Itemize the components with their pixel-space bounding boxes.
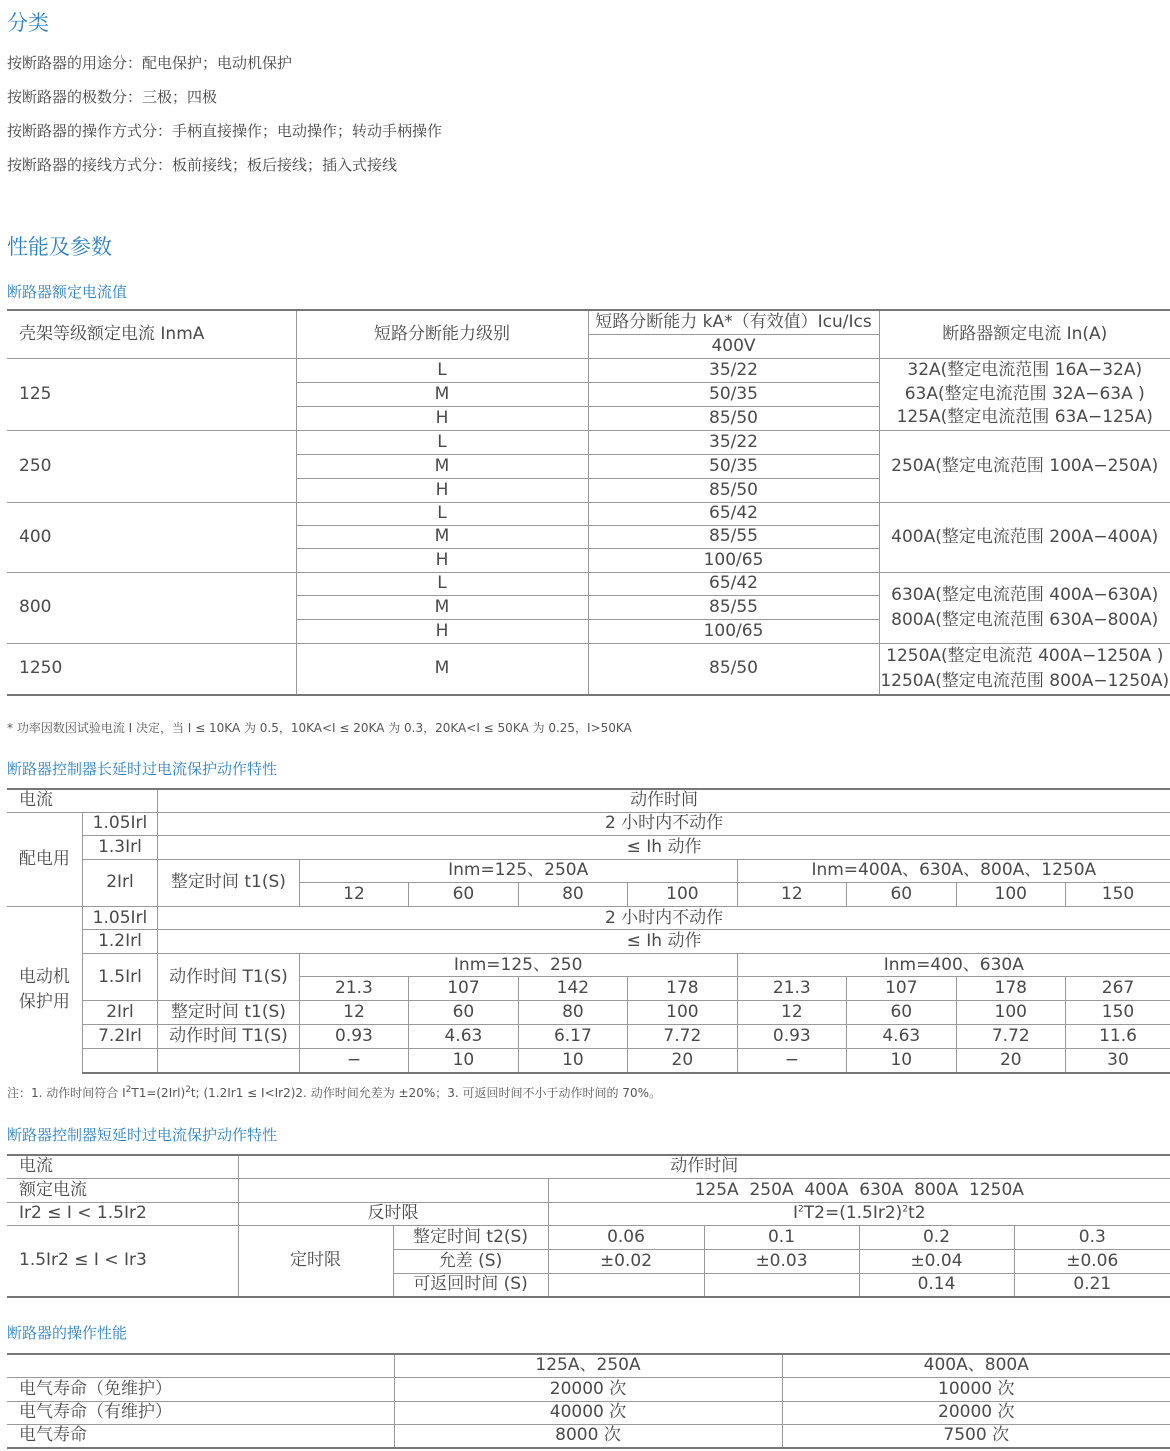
value-cell: 0.93: [737, 1025, 846, 1049]
inverse-formula: [548, 1202, 1170, 1225]
value-cell: 178: [956, 977, 1065, 1001]
value-cell: 12: [299, 882, 408, 906]
note-text: t; (1.2Ir1 ≤ I<Ir2)2. 动作时间允差为 ±20%；3. 可返回时间不小于动作时间的 70%。: [190, 1086, 661, 1100]
row-label: 电气寿命（有维护）: [7, 1401, 394, 1424]
capacity-cell: 85/50: [588, 406, 879, 430]
motor-label-line: 保护用: [18, 991, 70, 1012]
value-cell: 11.6: [1066, 1025, 1170, 1049]
value-cell: 80: [518, 882, 627, 906]
header-frame: 壳架等级额定电流 InmA: [7, 310, 296, 358]
empty-cell: [238, 1178, 548, 1202]
value-cell: 7.72: [956, 1025, 1065, 1049]
long-delay-table: [7, 788, 1170, 1074]
rated-cell: 1250A(整定电流范 400A−1250A ): [886, 645, 1164, 666]
rated-values: 125A 250A 400A 630A 800A 1250A: [548, 1178, 1170, 1202]
value-cell: 0.21: [1014, 1273, 1170, 1297]
value-cell: 60: [847, 1001, 956, 1025]
capacity-cell: 85/50: [588, 643, 879, 695]
rated-cell: 125A(整定电流范围 63A−125A): [896, 407, 1153, 428]
time-cell: ≤ Ih 动作: [158, 930, 1170, 954]
group-header: Inm=125、250A: [299, 859, 737, 882]
formula-sup: 2: [798, 1204, 804, 1215]
level-cell: H: [296, 478, 588, 502]
value-cell: 150: [1101, 883, 1135, 904]
value-cell: 107: [409, 977, 518, 1001]
current-cell: 1.2Irl: [82, 930, 157, 954]
capacity-cell: 65/42: [588, 502, 879, 525]
rated-current-table: [7, 309, 1170, 696]
current-cell: 2Irl: [82, 1001, 157, 1025]
value-cell: 10: [847, 1049, 956, 1073]
return-time-label: 可返回时间 (S): [393, 1273, 548, 1297]
capacity-cell: 35/22: [588, 358, 879, 382]
value-cell: 4.63: [847, 1025, 956, 1049]
value-cell: 20: [628, 1049, 737, 1073]
frame-cell: 250: [7, 430, 296, 502]
level-cell: L: [296, 502, 588, 525]
rated-footnote: * 功率因数因试验电流 I 决定，当 I ≤ 10KA 为 0.5，10KA<I ≤ 20KA 为 0.3，20KA<I ≤ 50KA 为 0.25，I>50KA: [7, 721, 632, 735]
inverse-range: Ir2 ≤ I < 1.5Ir2: [7, 1202, 238, 1225]
empty-cell: [82, 1049, 157, 1073]
action-time-label: 动作时间 T1(S): [158, 1025, 300, 1049]
empty-cell: [158, 1049, 300, 1073]
setting-time-label: 整定时间 t1(S): [158, 859, 300, 906]
value-cell: −: [737, 1049, 846, 1073]
rated-cell: 250A(整定电流范围 100A−250A): [879, 430, 1170, 502]
value-cell: 100: [628, 882, 737, 906]
value-cell: ±0.06: [1014, 1249, 1170, 1273]
value-cell: 12: [737, 1001, 846, 1025]
set-time-label: 整定时间 t2(S): [393, 1225, 548, 1249]
level-cell: L: [296, 430, 588, 454]
classification-line: 按断路器的操作方式分：手柄直接操作；电动操作；转动手柄操作: [7, 122, 443, 140]
level-cell: H: [296, 548, 588, 572]
value-cell: 107: [847, 977, 956, 1001]
rated-cell: 32A(整定电流范围 16A−32A): [879, 358, 1170, 382]
value-cell: 7500 次: [782, 1424, 1170, 1448]
level-cell: L: [296, 572, 588, 595]
motor-label: [7, 907, 82, 1073]
value-cell: 60: [409, 882, 518, 906]
value-cell: 100: [956, 1001, 1065, 1025]
rated-cell-pair: [879, 572, 1170, 643]
formula-text: I: [793, 1203, 799, 1223]
rated-current-label: 额定电流: [7, 1178, 238, 1202]
header-capacity: 短路分断能力 kA*（有效值）Icu/Ics: [588, 310, 879, 334]
value-cell: ±0.04: [859, 1249, 1014, 1273]
classification-line: 按断路器的接线方式分：板前接线；板后接线；插入式接线: [7, 156, 398, 174]
note-sup: 2: [125, 1085, 132, 1095]
rated-table-title: 断路器额定电流值: [7, 283, 128, 301]
current-cell: 1.05Irl: [82, 907, 157, 930]
current-cell: 1.5Irl: [82, 954, 157, 1001]
operation-table: [7, 1353, 1170, 1449]
value-cell: 0.14: [859, 1273, 1014, 1297]
short-table-title: 断路器控制器短延时过电流保护动作特性: [7, 1126, 278, 1144]
formula-text: t2: [908, 1203, 926, 1223]
time-cell: ≤ Ih 动作: [158, 835, 1170, 859]
capacity-cell: 85/55: [588, 595, 879, 619]
definite-range: 1.5Ir2 ≤ I < Ir3: [7, 1225, 238, 1297]
value-cell: 142: [518, 977, 627, 1001]
capacity-cell: 50/35: [588, 454, 879, 478]
level-cell: M: [296, 382, 588, 406]
header-rated: 断路器额定电流 In(A): [879, 310, 1170, 358]
setting-time-label: 整定时间 t1(S): [158, 1001, 300, 1025]
frame-cell: 400: [7, 502, 296, 572]
header-action-time: 动作时间: [238, 1155, 1170, 1178]
capacity-cell: 50/35: [588, 382, 879, 406]
action-time-label: 动作时间 T1(S): [158, 954, 300, 1001]
group-header: Inm=400A、630A、800A、1250A: [737, 859, 1170, 882]
note-text: T1=(2Irl): [131, 1086, 186, 1100]
rated-cell: 400A(整定电流范围 200A−400A): [879, 502, 1170, 572]
classification-line: 按断路器的用途分：配电保护；电动机保护: [7, 54, 293, 72]
value-cell: 12: [299, 1001, 408, 1025]
level-cell: M: [296, 525, 588, 548]
value-cell: 21.3: [299, 977, 408, 1001]
rated-cell: 1250A(整定电流范围 800A−1250A): [880, 670, 1170, 691]
inverse-label: 反时限: [238, 1202, 548, 1225]
value-cell: 0.06: [548, 1225, 704, 1249]
header-voltage: 400V: [588, 334, 879, 358]
rated-cell: 630A(整定电流范围 400A−630A): [891, 584, 1159, 605]
value-cell: 20000 次: [782, 1401, 1170, 1424]
value-cell: 10: [409, 1049, 518, 1073]
value-cell: 100: [628, 1001, 737, 1025]
classification-line: 按断路器的极数分：三极；四极: [7, 88, 218, 106]
note-text: 注：1. 动作时间符合 I: [7, 1086, 126, 1100]
group-header: Inm=125、250: [299, 954, 737, 977]
header-level: 短路分断能力级别: [296, 310, 588, 358]
rated-cell-pair: [879, 643, 1170, 695]
value-cell: 178: [628, 977, 737, 1001]
level-cell: M: [296, 595, 588, 619]
value-cell: ±0.02: [548, 1249, 704, 1273]
long-table-title: 断路器控制器长延时过电流保护动作特性: [7, 760, 278, 778]
capacity-cell: 35/22: [588, 430, 879, 454]
level-cell: H: [296, 619, 588, 643]
empty-cell: [7, 1354, 394, 1377]
capacity-cell: 65/42: [588, 572, 879, 595]
capacity-cell: 85/50: [588, 478, 879, 502]
capacity-cell: 100/65: [588, 619, 879, 643]
classification-title: 分类: [7, 11, 49, 35]
value-cell: 40000 次: [394, 1401, 782, 1424]
value-cell: 80: [518, 1001, 627, 1025]
formula-text: T2=(1.5Ir2): [803, 1203, 903, 1223]
capacity-cell: 100/65: [588, 548, 879, 572]
note-sup: 2: [185, 1085, 191, 1095]
value-cell: 20: [956, 1049, 1065, 1073]
value-cell: 0.93: [299, 1025, 408, 1049]
value-cell: 12: [737, 882, 846, 906]
frame-cell: 800: [7, 572, 296, 643]
time-cell: 2 小时内不动作: [158, 812, 1170, 835]
tolerance-label: 允差 (S): [393, 1249, 548, 1273]
current-cell: 1.05Irl: [82, 812, 157, 835]
value-cell: 0.2: [859, 1225, 1014, 1249]
capacity-cell: 85/55: [588, 525, 879, 548]
frame-cell: 125: [7, 358, 296, 430]
header-current: 电流: [7, 789, 158, 812]
value-cell: −: [299, 1049, 408, 1073]
performance-title: 性能及参数: [7, 235, 112, 259]
value-cell: 6.17: [518, 1025, 627, 1049]
formula-sup: 2: [902, 1204, 909, 1215]
value-cell: 267: [1066, 977, 1170, 1001]
level-cell: H: [296, 406, 588, 430]
value-cell: 7.72: [628, 1025, 737, 1049]
level-cell: L: [296, 358, 588, 382]
value-cell: 20000 次: [394, 1377, 782, 1401]
current-cell: 7.2Irl: [82, 1025, 157, 1049]
column-header: 400A、800A: [782, 1354, 1170, 1377]
frame-cell: 1250: [7, 643, 296, 695]
column-header: 125A、250A: [394, 1354, 782, 1377]
value-cell: 21.3: [737, 977, 846, 1001]
value-cell: 0.3: [1014, 1225, 1170, 1249]
header-action-time: 动作时间: [158, 789, 1170, 812]
motor-label-line: 电动机: [18, 966, 70, 987]
level-cell: M: [296, 643, 588, 695]
value-cell: [548, 1273, 704, 1297]
time-cell: 2 小时内不动作: [158, 907, 1170, 930]
value-cell: 30: [1066, 1049, 1170, 1073]
rated-cell: 800A(整定电流范围 630A−800A): [891, 609, 1159, 630]
current-cell: 2Irl: [82, 859, 157, 906]
value-cell: 0.1: [704, 1225, 859, 1249]
group-header: Inm=400、630A: [737, 954, 1170, 977]
row-label: 电气寿命: [7, 1424, 394, 1448]
value-cell: [704, 1273, 859, 1297]
header-current: 电流: [7, 1155, 238, 1178]
value-cell: 60: [847, 882, 956, 906]
value-cell: 150: [1066, 1001, 1170, 1025]
definite-label: 定时限: [238, 1225, 393, 1297]
value-cell: 4.63: [409, 1025, 518, 1049]
short-delay-table: [7, 1154, 1170, 1298]
level-cell: M: [296, 454, 588, 478]
current-cell: 1.3Irl: [82, 835, 157, 859]
long-table-note: [7, 1084, 661, 1101]
operation-table-title: 断路器的操作性能: [7, 1324, 128, 1342]
value-cell: 60: [409, 1001, 518, 1025]
value-cell: 10000 次: [782, 1377, 1170, 1401]
row-label: 电气寿命（免维护）: [7, 1377, 394, 1401]
value-cell: 100: [956, 882, 1065, 906]
value-cell: 8000 次: [394, 1424, 782, 1448]
rated-cell: 63A(整定电流范围 32A−63A ): [904, 383, 1145, 404]
value-cell: 10: [518, 1049, 627, 1073]
value-cell: ±0.03: [704, 1249, 859, 1273]
distribution-label: 配电用: [7, 812, 82, 907]
